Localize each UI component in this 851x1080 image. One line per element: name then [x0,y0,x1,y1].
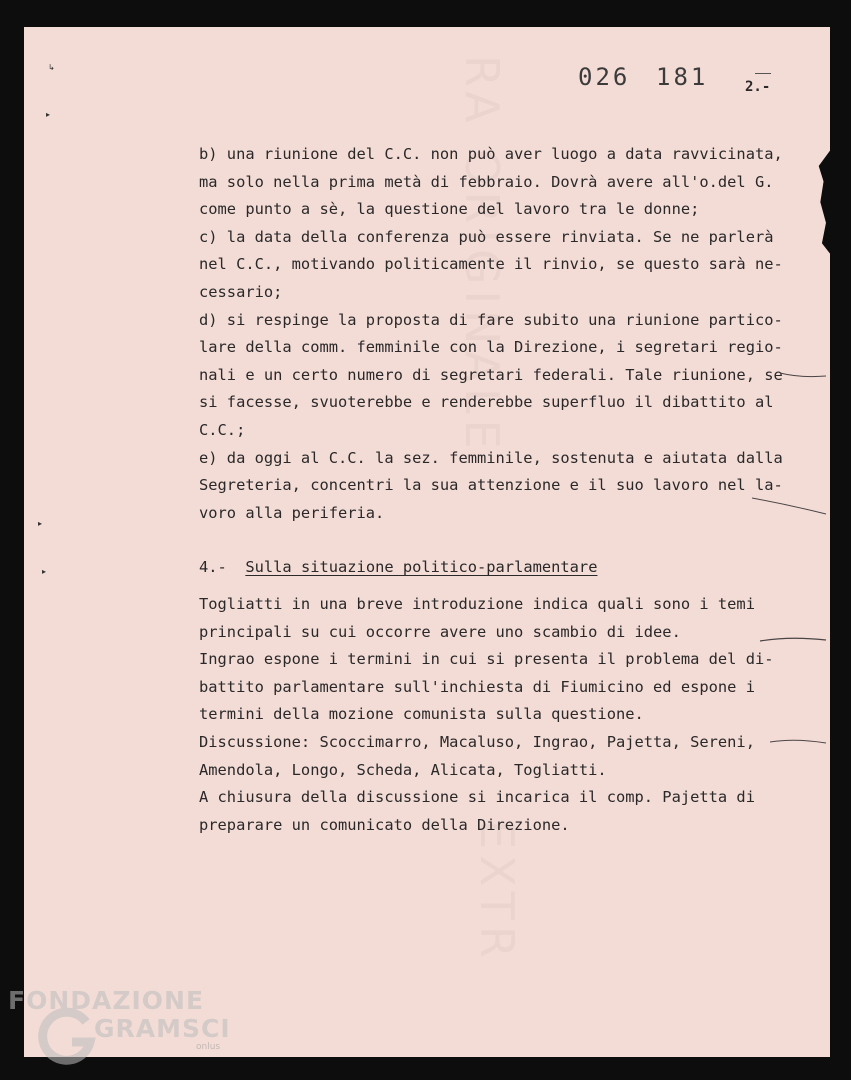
gramsci-g-logo-icon [38,1006,98,1066]
section-body: Togliatti in una breve introduzione indica quali sono i temi principali su cui occorre avere uno scambio di idee. Ingrao espone i termini in cui si presenta il problema del di- battito parlamentare sull'inchiesta di Fiumicino ed espone i termini della mozione comunista sulla questione. Discussione: Scoccimarro, Macaluso, Ingrao, Pajetta, Sereni, Amendola, Longo, Scheda, Alicata, Togliatti. A chiusura della discussione si incarica il comp. Pajetta di preparare un comunicato della Direzione. [199,595,774,834]
archive-number-1: 026 [578,63,631,91]
foundation-watermark [8,986,231,1066]
page-number: 2.- [745,79,771,95]
section-title: Sulla situazione politico-parlamentare [245,558,598,576]
archive-number-2: 181 [656,63,709,91]
faint-background-stamp: RA ORIGINALE [455,55,509,455]
decision-items: b) una riunione del C.C. non può aver luogo a data ravvicinata, ma solo nella prima metà di febbraio. Dovrà avere all'o.del G. come punto a sè, la questione del lavoro tra le donne; c) la data della conferenza può essere rinviata. Se ne parlerà nel C.C., motivando politicamente il rinvio, se questo sarà ne- cessario; d) si respinge la proposta di fare subito una riunione partico- lare della comm. femminile con la Direzione, i segretari regio- nali e un certo numero di segretari federali. Tale riunione, se si facesse, svuoterebbe e renderebbe superfluo il dibattito al C.C.; e) da oggi al C.C. la sez. femminile, sostenuta e aiutata dalla Segreteria, concentri la sua attenzione e il suo lavoro nel la- voro alla periferia. [199,145,783,522]
margin-mark: ↳ [48,63,55,72]
watermark-line-1: FONDAZIONE [8,986,205,1015]
margin-mark: ▸ [42,567,47,576]
margin-mark: ▸ [46,110,51,119]
faint-background-stamp-lower: EXTR [470,820,524,964]
watermark-suffix: onlus [196,1042,221,1052]
watermark-line-2: GRAMSCI [94,1014,231,1043]
margin-mark: ▸ [38,519,43,528]
section-number: 4.- [199,558,227,576]
